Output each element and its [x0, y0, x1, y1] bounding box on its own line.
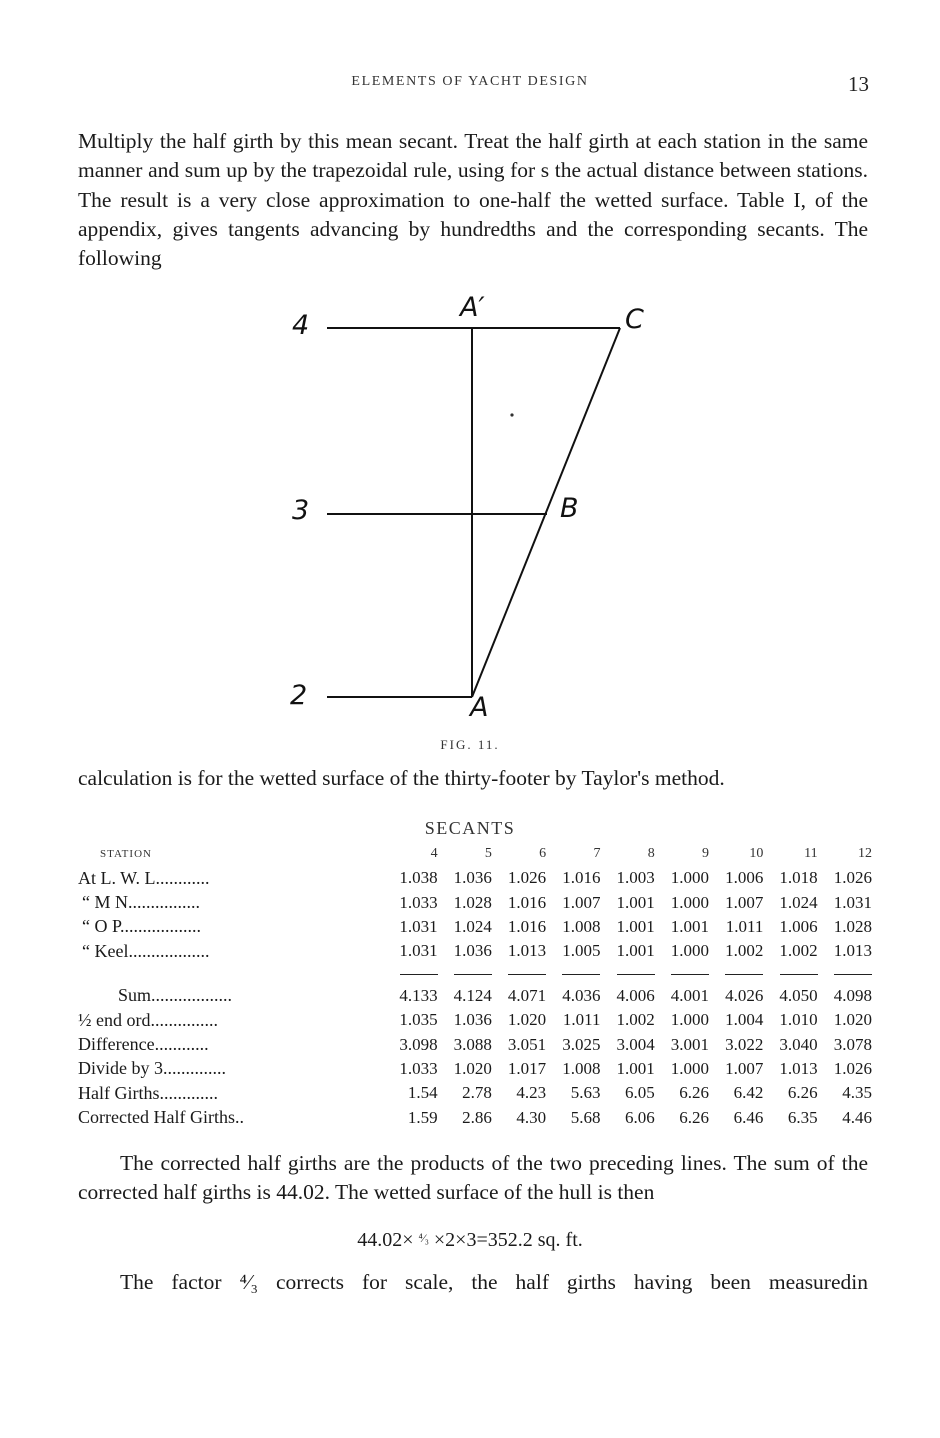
table-cell: 6.05: [625, 1083, 655, 1103]
slant-c-a: [472, 328, 620, 697]
table-cell: 6.26: [679, 1107, 710, 1127]
table-cell: 4.124: [453, 985, 492, 1005]
table-row: [78, 939, 872, 963]
table-cell: 1.008: [562, 916, 601, 936]
paragraph-scale-factor: The factor ⁴⁄₃ corrects for scale, the half girths having been measuredin: [120, 1270, 868, 1294]
table-cell: 4.036: [562, 985, 601, 1005]
table-row-corrected-half-girths: [78, 1106, 872, 1130]
figure-caption: FIG. 11.: [440, 737, 500, 752]
table-cell: 1.54: [407, 1083, 438, 1103]
table-cell: 1.016: [507, 892, 547, 912]
table-row: [78, 890, 872, 914]
table-cell: 1.013: [507, 941, 547, 961]
table-cell: 1.59: [407, 1107, 438, 1127]
label-a: A: [470, 692, 489, 723]
paragraph-intro: Multiply the half girth by this mean secant. Treat the half girth at each station in the same manner and sum up by the trapezoidal rule, using for s the actual distance between stations. The result is a very close approximation to one-half the wetted surface. Table I, of the appendix, gives tangents advancing by hundredths and the corresponding secants. The following: [78, 129, 868, 271]
table-cell: 1.008: [562, 1058, 601, 1078]
table-header-row: [78, 842, 872, 866]
table-cell: 4.23: [516, 1083, 547, 1103]
sum-rule: [617, 974, 655, 975]
row-label: Half Girths.............: [78, 1082, 218, 1103]
table-cell: 4.133: [399, 985, 438, 1005]
table-cell: 1.001: [670, 916, 710, 936]
table-cell: 1.013: [779, 1058, 818, 1078]
table-row-sum: [78, 984, 872, 1008]
table-row-divide-by-3: [78, 1057, 872, 1081]
column-header: 4: [430, 846, 438, 861]
table-cell: 1.026: [833, 1058, 872, 1078]
table-cell: 1.006: [779, 916, 818, 936]
table-cell: 2.86: [462, 1107, 492, 1127]
table-cell: 1.001: [616, 916, 655, 936]
formula-rhs: ×2×3=352.2 sq. ft.: [433, 1229, 583, 1251]
table-row: [78, 866, 872, 890]
sum-rule: [725, 974, 763, 975]
table-cell: 4.001: [670, 985, 710, 1005]
table-cell: 1.031: [833, 892, 872, 912]
table-cell: 1.003: [616, 868, 655, 888]
table-cell: 3.025: [562, 1034, 601, 1054]
table-cell: 3.022: [725, 1034, 764, 1054]
row-label: ½ end ord...............: [78, 1009, 218, 1030]
table-cell: 4.050: [779, 985, 818, 1005]
table-cell: 3.051: [507, 1034, 547, 1054]
label-a-prime: A′: [460, 292, 485, 323]
figure-11: [270, 290, 670, 760]
table-cell: 6.35: [787, 1107, 818, 1127]
table-cell: 1.010: [779, 1010, 818, 1030]
row-label: Sum..................: [118, 985, 233, 1006]
table-row: [78, 915, 872, 939]
sum-rule: [454, 974, 492, 975]
wetted-surface-formula: [0, 1229, 940, 1252]
table-cell: 6.06: [625, 1107, 655, 1127]
row-label: Corrected Half Girths..: [78, 1107, 244, 1128]
table-cell: 4.071: [507, 985, 547, 1005]
column-header: 7: [593, 846, 601, 861]
table-cell: 6.46: [733, 1107, 764, 1127]
table-cell: 1.033: [399, 1058, 438, 1078]
column-header: 5: [484, 846, 492, 861]
table-cell: 6.26: [679, 1083, 710, 1103]
sum-rule: [834, 974, 872, 975]
table-cell: 1.005: [562, 941, 601, 961]
table-cell: 1.006: [725, 868, 764, 888]
table-cell: 1.020: [507, 1010, 547, 1030]
table-cell: 1.013: [833, 941, 872, 961]
page-number: 13: [848, 72, 869, 96]
stray-dot: [510, 413, 513, 416]
table-cell: 1.038: [399, 868, 438, 888]
table-cell: 1.018: [779, 868, 818, 888]
table-cell: 1.036: [453, 941, 492, 961]
formula-fraction: ⁴⁄₃: [418, 1231, 429, 1245]
station-header: STATION: [100, 848, 152, 860]
table-cell: 1.020: [833, 1010, 872, 1030]
sum-rule: [400, 974, 438, 975]
table-row-half-girths: [78, 1081, 872, 1105]
table-row-half-end-ord: [78, 1008, 872, 1032]
table-cell: 4.006: [616, 985, 655, 1005]
table-cell: 1.020: [453, 1058, 492, 1078]
table-cell: 6.26: [787, 1083, 818, 1103]
table-cell: 1.007: [562, 892, 601, 912]
table-cell: 2.78: [462, 1083, 492, 1103]
table-cell: 1.026: [833, 868, 872, 888]
table-cell: 1.001: [616, 892, 655, 912]
table-cell: 4.46: [842, 1107, 872, 1127]
paragraph-corrected-girths: The corrected half girths are the products of the two preceding lines. The sum of the corrected half girths is 44.02. The wetted surface of the hull is then: [78, 1151, 868, 1205]
column-header: 10: [749, 846, 764, 861]
column-header: 8: [647, 846, 655, 861]
table-cell: 1.017: [507, 1058, 547, 1078]
paragraph-calculation: calculation is for the wetted surface of the thirty-footer by Taylor's method.: [78, 766, 725, 790]
table-cell: 1.016: [507, 916, 547, 936]
table-cell: 3.004: [616, 1034, 655, 1054]
table-cell: 1.000: [670, 868, 710, 888]
column-header: 9: [702, 846, 710, 861]
table-cell: 1.031: [399, 916, 438, 936]
table-cell: 1.036: [453, 868, 492, 888]
column-header: 6: [539, 846, 547, 861]
table-cell: 1.011: [725, 916, 764, 936]
table-cell: 4.098: [833, 985, 872, 1005]
table-cell: 1.028: [453, 892, 492, 912]
table-cell: 4.30: [516, 1107, 547, 1127]
label-c: C: [625, 304, 644, 335]
table-cell: 1.024: [453, 916, 492, 936]
table-cell: 1.031: [399, 941, 438, 961]
table-cell: 3.001: [670, 1034, 710, 1054]
formula-lhs: 44.02×: [357, 1229, 414, 1251]
row-label: “ Keel..................: [82, 940, 210, 961]
label-2: 2: [290, 680, 308, 711]
table-cell: 6.42: [733, 1083, 764, 1103]
sum-rule-row: [78, 964, 872, 984]
figure-diagram: [270, 290, 670, 760]
table-cell: 1.007: [725, 1058, 764, 1078]
table-cell: 1.036: [453, 1010, 492, 1030]
table-cell: 1.001: [616, 1058, 655, 1078]
row-label: Difference............: [78, 1034, 209, 1055]
sum-rule: [562, 974, 600, 975]
sum-rule: [508, 974, 546, 975]
table-cell: 3.088: [453, 1034, 492, 1054]
table-cell: 1.002: [616, 1010, 655, 1030]
table-cell: 5.68: [570, 1107, 601, 1127]
row-label: “ M N................: [82, 892, 200, 913]
table-cell: 1.016: [562, 868, 601, 888]
sum-rule: [671, 974, 709, 975]
table-cell: 1.024: [779, 892, 818, 912]
table-row-difference: [78, 1032, 872, 1056]
table-cell: 1.011: [562, 1010, 601, 1030]
table-cell: 1.004: [725, 1010, 764, 1030]
sum-rule: [780, 974, 818, 975]
label-b: B: [560, 493, 579, 524]
secants-table: [78, 842, 872, 1130]
column-header: 11: [804, 846, 818, 861]
table-cell: 1.000: [670, 1058, 710, 1078]
table-cell: 1.000: [670, 892, 710, 912]
table-cell: 3.098: [399, 1034, 438, 1054]
table-cell: 3.078: [833, 1034, 872, 1054]
table-cell: 4.026: [725, 985, 764, 1005]
row-label: At L. W. L............: [78, 867, 210, 888]
label-3: 3: [292, 495, 310, 526]
table-cell: 1.000: [670, 941, 710, 961]
table-cell: 1.001: [616, 941, 655, 961]
table-cell: 1.033: [399, 892, 438, 912]
column-header: 12: [858, 846, 872, 861]
table-cell: 1.007: [725, 892, 764, 912]
table-title: SECANTS: [424, 818, 516, 838]
row-label: “ O P..................: [82, 916, 202, 937]
row-label: Divide by 3..............: [78, 1058, 226, 1079]
table-cell: 1.000: [670, 1010, 710, 1030]
table-cell: 1.035: [399, 1010, 438, 1030]
table-cell: 1.028: [833, 916, 872, 936]
table-cell: 1.026: [507, 868, 547, 888]
running-head: ELEMENTS OF YACHT DESIGN: [351, 74, 589, 89]
table-cell: 5.63: [570, 1083, 601, 1103]
label-4: 4: [292, 310, 310, 341]
table-cell: 3.040: [779, 1034, 818, 1054]
table-cell: 1.002: [779, 941, 818, 961]
table-cell: 1.002: [725, 941, 764, 961]
table-cell: 4.35: [842, 1083, 872, 1103]
